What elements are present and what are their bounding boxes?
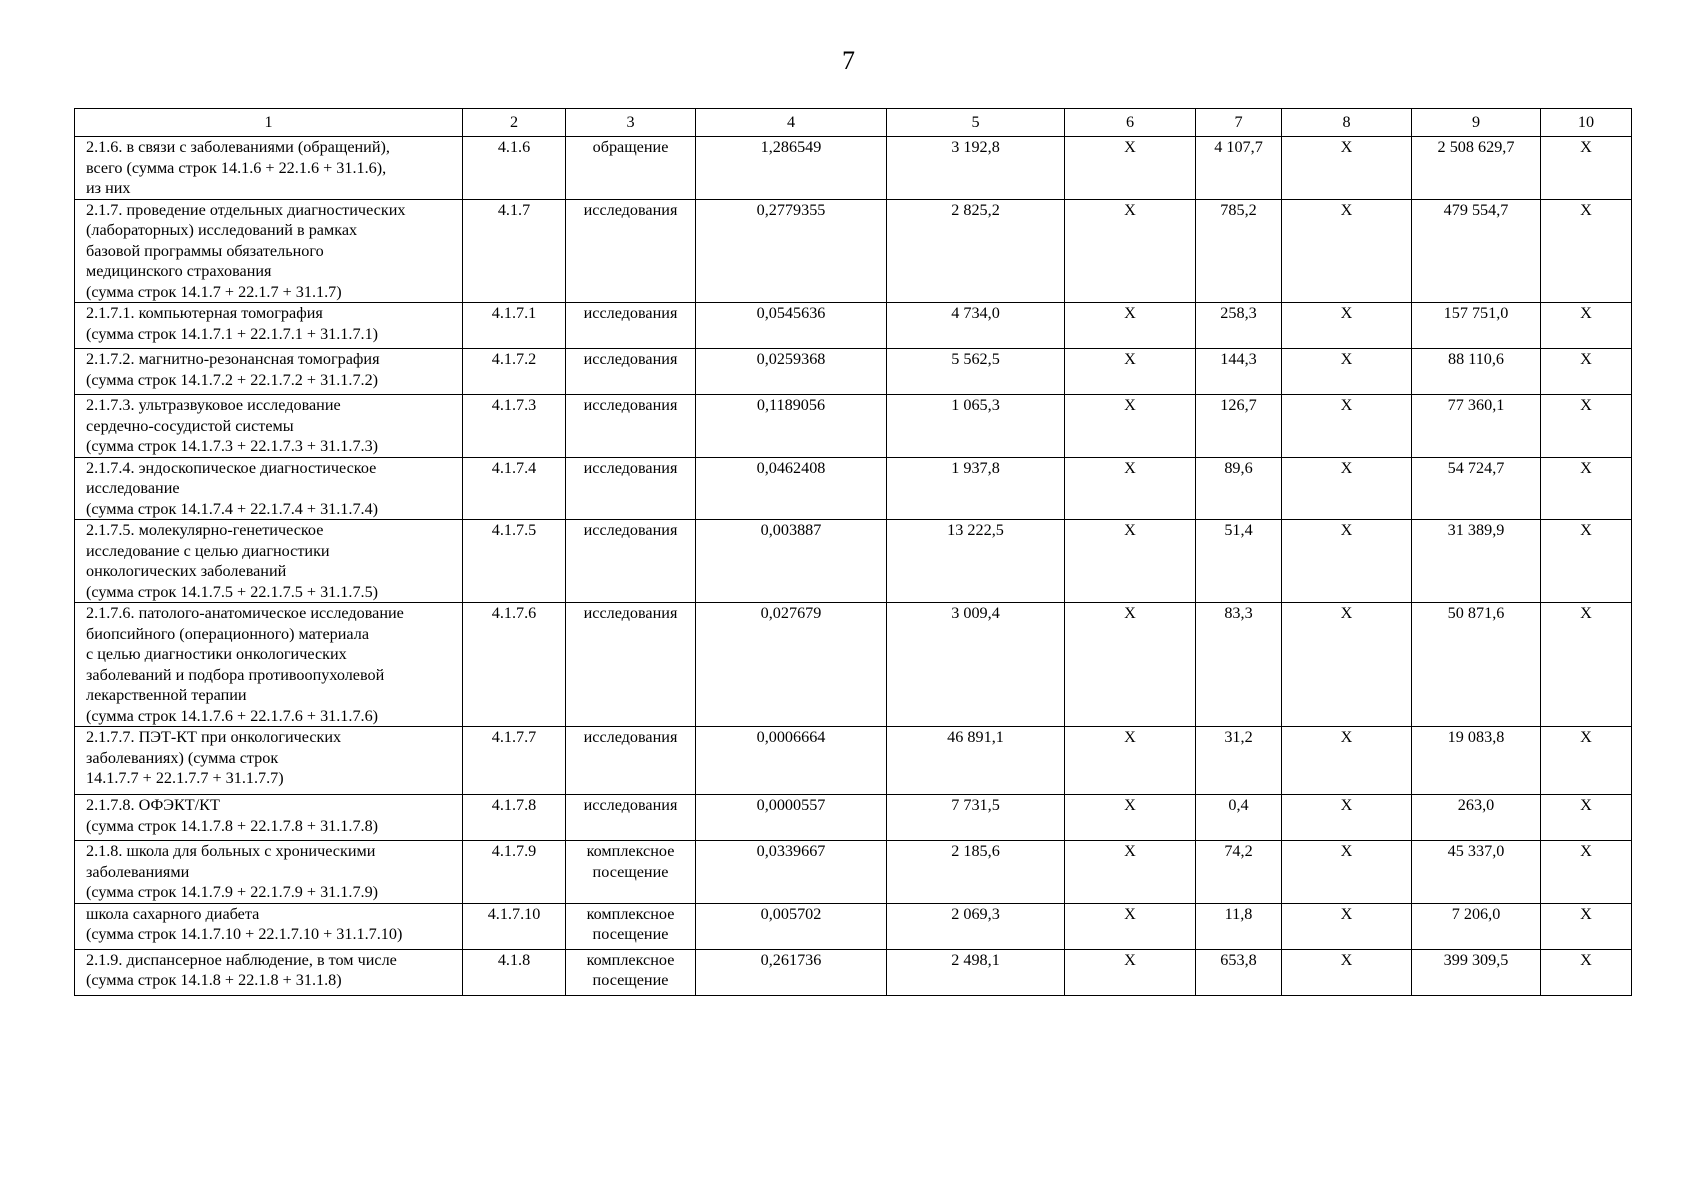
column-10-cell: Х (1541, 137, 1632, 200)
column-10-cell: Х (1541, 603, 1632, 727)
table-row (75, 727, 1632, 795)
column-5-cell: 3 192,8 (887, 137, 1065, 200)
column-7-cell: 258,3 (1196, 303, 1282, 349)
indicator-name-cell: 2.1.7.1. компьютерная томография (сумма строк 14.1.7.1 + 22.1.7.1 + 31.1.7.1) (75, 303, 463, 349)
column-10-cell: Х (1541, 841, 1632, 904)
column-8-cell: Х (1282, 949, 1412, 995)
column-8-cell: Х (1282, 903, 1412, 949)
indicator-name-cell: 2.1.7.4. эндоскопическое диагностическое исследование (сумма строк 14.1.7.4 + 22.1.7.4 + 31.1.7.4) (75, 457, 463, 520)
data-table (74, 108, 1632, 996)
column-header-4: 4 (696, 109, 887, 137)
column-8-cell: Х (1282, 727, 1412, 795)
unit-cell: комплексное посещение (566, 949, 696, 995)
column-4-cell: 0,0462408 (696, 457, 887, 520)
column-10-cell: Х (1541, 520, 1632, 603)
column-10-cell: Х (1541, 457, 1632, 520)
row-code-cell: 4.1.7.5 (463, 520, 566, 603)
unit-cell: исследования (566, 303, 696, 349)
column-10-cell: Х (1541, 199, 1632, 303)
column-10-cell: Х (1541, 903, 1632, 949)
column-8-cell: Х (1282, 795, 1412, 841)
unit-cell: исследования (566, 199, 696, 303)
unit-cell: исследования (566, 603, 696, 727)
row-code-cell: 4.1.7.3 (463, 395, 566, 458)
column-9-cell: 479 554,7 (1412, 199, 1541, 303)
table-row (75, 520, 1632, 603)
indicator-name-cell: 2.1.9. диспансерное наблюдение, в том числе (сумма строк 14.1.8 + 22.1.8 + 31.1.8) (75, 949, 463, 995)
column-4-cell: 0,261736 (696, 949, 887, 995)
column-7-cell: 144,3 (1196, 349, 1282, 395)
column-9-cell: 2 508 629,7 (1412, 137, 1541, 200)
column-5-cell: 13 222,5 (887, 520, 1065, 603)
column-8-cell: Х (1282, 395, 1412, 458)
column-10-cell: Х (1541, 795, 1632, 841)
row-code-cell: 4.1.6 (463, 137, 566, 200)
column-4-cell: 0,0545636 (696, 303, 887, 349)
indicator-name-cell: 2.1.7. проведение отдельных диагностических (лабораторных) исследований в рамках базовой программы обязательного медицинского страхования (сумма строк 14.1.7 + 22.1.7 + 31.1.7) (75, 199, 463, 303)
column-8-cell: Х (1282, 199, 1412, 303)
column-8-cell: Х (1282, 137, 1412, 200)
column-5-cell: 2 825,2 (887, 199, 1065, 303)
table-row (75, 795, 1632, 841)
column-header-10: 10 (1541, 109, 1632, 137)
column-7-cell: 89,6 (1196, 457, 1282, 520)
unit-cell: исследования (566, 349, 696, 395)
column-4-cell: 1,286549 (696, 137, 887, 200)
column-10-cell: Х (1541, 303, 1632, 349)
unit-cell: исследования (566, 457, 696, 520)
column-5-cell: 4 734,0 (887, 303, 1065, 349)
indicator-name-cell: 2.1.8. школа для больных с хроническими заболеваниями (сумма строк 14.1.7.9 + 22.1.7.9 + 31.1.7.9) (75, 841, 463, 904)
column-6-cell: Х (1065, 457, 1196, 520)
table-row (75, 949, 1632, 995)
column-7-cell: 83,3 (1196, 603, 1282, 727)
column-header-2: 2 (463, 109, 566, 137)
column-5-cell: 3 009,4 (887, 603, 1065, 727)
table-row (75, 603, 1632, 727)
column-4-cell: 0,005702 (696, 903, 887, 949)
indicator-name-cell: 2.1.7.3. ультразвуковое исследование сердечно-сосудистой системы (сумма строк 14.1.7.3 + 22.1.7.3 + 31.1.7.3) (75, 395, 463, 458)
unit-cell: исследования (566, 395, 696, 458)
column-10-cell: Х (1541, 395, 1632, 458)
row-code-cell: 4.1.7 (463, 199, 566, 303)
table-header (75, 109, 1632, 137)
column-6-cell: Х (1065, 349, 1196, 395)
row-code-cell: 4.1.7.2 (463, 349, 566, 395)
column-9-cell: 45 337,0 (1412, 841, 1541, 904)
unit-cell: исследования (566, 520, 696, 603)
row-code-cell: 4.1.7.1 (463, 303, 566, 349)
column-8-cell: Х (1282, 603, 1412, 727)
table-row (75, 137, 1632, 200)
column-header-1: 1 (75, 109, 463, 137)
row-code-cell: 4.1.7.9 (463, 841, 566, 904)
column-5-cell: 7 731,5 (887, 795, 1065, 841)
column-10-cell: Х (1541, 349, 1632, 395)
indicator-name-cell: 2.1.6. в связи с заболеваниями (обращений), всего (сумма строк 14.1.6 + 22.1.6 + 31.1.6), из них (75, 137, 463, 200)
column-header-5: 5 (887, 109, 1065, 137)
column-6-cell: Х (1065, 903, 1196, 949)
indicator-name-cell: 2.1.7.2. магнитно-резонансная томография (сумма строк 14.1.7.2 + 22.1.7.2 + 31.1.7.2) (75, 349, 463, 395)
table-row (75, 199, 1632, 303)
row-code-cell: 4.1.7.7 (463, 727, 566, 795)
table-row (75, 903, 1632, 949)
unit-cell: исследования (566, 795, 696, 841)
unit-cell: комплексное посещение (566, 903, 696, 949)
column-6-cell: Х (1065, 520, 1196, 603)
column-9-cell: 263,0 (1412, 795, 1541, 841)
column-5-cell: 1 065,3 (887, 395, 1065, 458)
row-code-cell: 4.1.7.8 (463, 795, 566, 841)
column-9-cell: 50 871,6 (1412, 603, 1541, 727)
table-body (75, 137, 1632, 996)
page-number: 7 (842, 46, 855, 75)
column-10-cell: Х (1541, 949, 1632, 995)
column-9-cell: 19 083,8 (1412, 727, 1541, 795)
column-9-cell: 7 206,0 (1412, 903, 1541, 949)
column-6-cell: Х (1065, 949, 1196, 995)
row-code-cell: 4.1.7.10 (463, 903, 566, 949)
column-5-cell: 2 498,1 (887, 949, 1065, 995)
column-header-8: 8 (1282, 109, 1412, 137)
column-6-cell: Х (1065, 603, 1196, 727)
column-4-cell: 0,0339667 (696, 841, 887, 904)
unit-cell: обращение (566, 137, 696, 200)
indicator-name-cell: 2.1.7.6. патолого-анатомическое исследование биопсийного (операционного) материала с целью диагностики онкологических заболеваний и подбора противоопухолевой лекарственной терапии (сумма строк 14.1.7.6 + 22.1.7.6 + 31.1.7.6) (75, 603, 463, 727)
column-7-cell: 126,7 (1196, 395, 1282, 458)
column-10-cell: Х (1541, 727, 1632, 795)
column-7-cell: 785,2 (1196, 199, 1282, 303)
column-7-cell: 653,8 (1196, 949, 1282, 995)
table-row (75, 303, 1632, 349)
indicator-name-cell: 2.1.7.7. ПЭТ-КТ при онкологических заболеваниях) (сумма строк 14.1.7.7 + 22.1.7.7 + 31.1.7.7) (75, 727, 463, 795)
column-9-cell: 31 389,9 (1412, 520, 1541, 603)
column-6-cell: Х (1065, 795, 1196, 841)
column-header-9: 9 (1412, 109, 1541, 137)
column-5-cell: 2 069,3 (887, 903, 1065, 949)
table-row (75, 841, 1632, 904)
column-6-cell: Х (1065, 727, 1196, 795)
column-4-cell: 0,0000557 (696, 795, 887, 841)
row-code-cell: 4.1.7.4 (463, 457, 566, 520)
column-9-cell: 157 751,0 (1412, 303, 1541, 349)
column-5-cell: 2 185,6 (887, 841, 1065, 904)
column-4-cell: 0,0006664 (696, 727, 887, 795)
column-7-cell: 31,2 (1196, 727, 1282, 795)
indicator-name-cell: школа сахарного диабета (сумма строк 14.1.7.10 + 22.1.7.10 + 31.1.7.10) (75, 903, 463, 949)
column-7-cell: 4 107,7 (1196, 137, 1282, 200)
column-5-cell: 5 562,5 (887, 349, 1065, 395)
column-8-cell: Х (1282, 841, 1412, 904)
column-6-cell: Х (1065, 137, 1196, 200)
row-code-cell: 4.1.8 (463, 949, 566, 995)
table-row (75, 395, 1632, 458)
table-row (75, 457, 1632, 520)
column-8-cell: Х (1282, 349, 1412, 395)
unit-cell: исследования (566, 727, 696, 795)
row-code-cell: 4.1.7.6 (463, 603, 566, 727)
column-9-cell: 399 309,5 (1412, 949, 1541, 995)
column-7-cell: 0,4 (1196, 795, 1282, 841)
column-4-cell: 0,003887 (696, 520, 887, 603)
column-5-cell: 1 937,8 (887, 457, 1065, 520)
column-8-cell: Х (1282, 303, 1412, 349)
column-header-7: 7 (1196, 109, 1282, 137)
column-4-cell: 0,027679 (696, 603, 887, 727)
column-8-cell: Х (1282, 520, 1412, 603)
column-8-cell: Х (1282, 457, 1412, 520)
unit-cell: комплексное посещение (566, 841, 696, 904)
column-6-cell: Х (1065, 395, 1196, 458)
column-6-cell: Х (1065, 199, 1196, 303)
column-7-cell: 74,2 (1196, 841, 1282, 904)
column-4-cell: 0,0259368 (696, 349, 887, 395)
column-6-cell: Х (1065, 841, 1196, 904)
indicator-name-cell: 2.1.7.5. молекулярно-генетическое исследование с целью диагностики онкологических заболеваний (сумма строк 14.1.7.5 + 22.1.7.5 + 31.1.7.5) (75, 520, 463, 603)
column-header-6: 6 (1065, 109, 1196, 137)
table-row (75, 349, 1632, 395)
column-5-cell: 46 891,1 (887, 727, 1065, 795)
column-4-cell: 0,1189056 (696, 395, 887, 458)
header-row (75, 109, 1632, 137)
column-7-cell: 11,8 (1196, 903, 1282, 949)
column-6-cell: Х (1065, 303, 1196, 349)
column-9-cell: 88 110,6 (1412, 349, 1541, 395)
column-9-cell: 77 360,1 (1412, 395, 1541, 458)
column-4-cell: 0,2779355 (696, 199, 887, 303)
indicator-name-cell: 2.1.7.8. ОФЭКТ/КТ (сумма строк 14.1.7.8 + 22.1.7.8 + 31.1.7.8) (75, 795, 463, 841)
column-7-cell: 51,4 (1196, 520, 1282, 603)
column-header-3: 3 (566, 109, 696, 137)
column-9-cell: 54 724,7 (1412, 457, 1541, 520)
